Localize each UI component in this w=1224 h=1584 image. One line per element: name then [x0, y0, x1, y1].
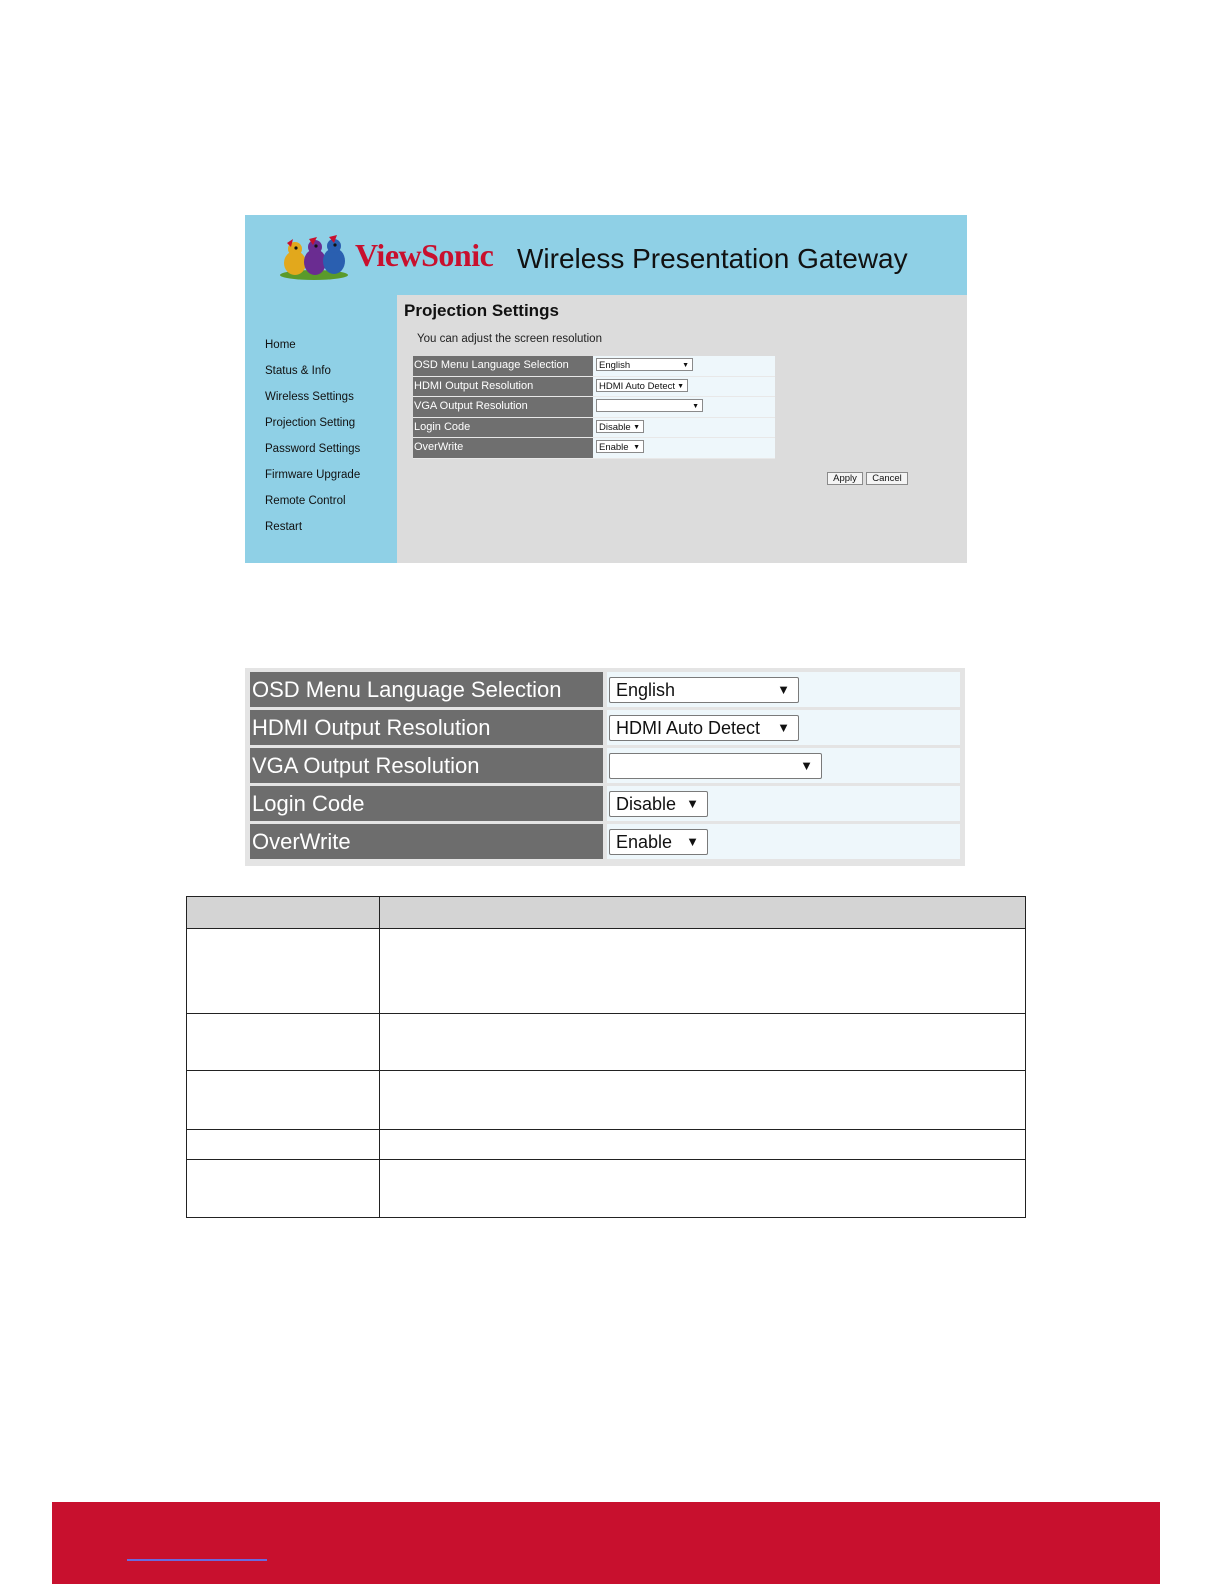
- osd-language-select[interactable]: [596, 358, 693, 371]
- login-code-label: Login Code: [250, 786, 603, 821]
- table-row: [187, 1014, 1026, 1071]
- overwrite-label: OverWrite: [250, 824, 603, 859]
- table-row: [187, 929, 1026, 1014]
- osd-language-value: English: [599, 360, 631, 371]
- chevron-down-icon: ▼: [777, 682, 790, 697]
- table-cell: [380, 1130, 1026, 1160]
- table-header-cell: [380, 897, 1026, 929]
- table-cell: [380, 1014, 1026, 1071]
- chevron-down-icon: ▼: [677, 382, 684, 390]
- hdmi-resolution-select[interactable]: [596, 379, 688, 392]
- table-cell: [187, 929, 380, 1014]
- table-cell: [380, 1071, 1026, 1130]
- table-cell: [187, 1071, 380, 1130]
- table-row: [413, 356, 775, 377]
- chevron-down-icon: ▼: [686, 796, 699, 811]
- osd-language-select[interactable]: [609, 677, 799, 703]
- chevron-down-icon: ▼: [633, 423, 640, 431]
- chevron-down-icon: ▼: [777, 720, 790, 735]
- table-cell: [380, 929, 1026, 1014]
- sidebar: [245, 295, 397, 563]
- hdmi-resolution-value: HDMI Auto Detect: [616, 718, 761, 738]
- chevron-down-icon: ▼: [686, 834, 699, 849]
- osd-language-value: English: [616, 680, 676, 700]
- table-row: [250, 824, 960, 859]
- table-cell: [380, 1160, 1026, 1218]
- hdmi-resolution-label: HDMI Output Resolution: [413, 377, 593, 397]
- overwrite-label: OverWrite: [413, 438, 593, 458]
- footer-link[interactable]: [127, 1559, 267, 1561]
- cancel-button[interactable]: Cancel: [866, 472, 908, 485]
- table-row: [413, 418, 775, 439]
- vga-resolution-label: VGA Output Resolution: [413, 397, 593, 417]
- vga-resolution-cell: [607, 748, 960, 783]
- overwrite-cell: [593, 438, 775, 458]
- product-title: Wireless Presentation Gateway: [517, 243, 908, 274]
- page-description: You can adjust the screen resolution: [417, 333, 602, 345]
- vga-resolution-label: VGA Output Resolution: [250, 748, 603, 783]
- chevron-down-icon: ▼: [692, 403, 699, 410]
- table-row: [413, 438, 775, 459]
- osd-language-cell: [593, 356, 775, 376]
- table-row: [413, 377, 775, 398]
- sidebar-item-status-info[interactable]: Status & Info: [265, 365, 331, 377]
- table-cell: [187, 1160, 380, 1218]
- table-row: [250, 748, 960, 783]
- vga-resolution-select[interactable]: [609, 753, 822, 779]
- chevron-down-icon: ▼: [682, 362, 689, 369]
- sidebar-item-remote-control[interactable]: Remote Control: [265, 495, 346, 507]
- sidebar-item-wireless-settings[interactable]: Wireless Settings: [265, 391, 354, 403]
- table-row: [187, 1071, 1026, 1130]
- login-code-label: Login Code: [413, 418, 593, 438]
- main-panel: [397, 295, 967, 563]
- table-cell: [187, 1130, 380, 1160]
- table-header-cell: [187, 897, 380, 929]
- login-code-cell: [593, 418, 775, 438]
- hdmi-resolution-label: HDMI Output Resolution: [250, 710, 603, 745]
- chevron-down-icon: ▼: [633, 444, 640, 451]
- login-code-select[interactable]: [609, 791, 708, 817]
- sidebar-item-firmware-upgrade[interactable]: Firmware Upgrade: [265, 469, 361, 481]
- login-code-value: Disable: [616, 794, 677, 814]
- settings-table: [413, 356, 775, 459]
- login-code-value: Disable: [599, 421, 631, 433]
- table-row: [250, 672, 960, 707]
- overwrite-value: Enable: [599, 442, 629, 453]
- osd-language-label: OSD Menu Language Selection: [413, 356, 593, 376]
- overwrite-cell: [607, 824, 960, 859]
- sidebar-item-home[interactable]: Home: [265, 339, 296, 351]
- overwrite-select[interactable]: [596, 440, 644, 453]
- sidebar-item-projection-setting[interactable]: Projection Setting: [265, 417, 356, 429]
- vga-resolution-select[interactable]: [596, 399, 703, 412]
- vga-resolution-cell: [593, 397, 775, 417]
- osd-language-label: OSD Menu Language Selection: [250, 672, 603, 707]
- table-row: [187, 1160, 1026, 1218]
- sidebar-item-restart[interactable]: Restart: [265, 521, 303, 533]
- overwrite-select[interactable]: [609, 829, 708, 855]
- ui-header: [245, 215, 967, 295]
- hdmi-resolution-cell: [607, 710, 960, 745]
- page-footer: [52, 1502, 1160, 1584]
- login-code-cell: [607, 786, 960, 821]
- table-row: [413, 397, 775, 418]
- apply-button[interactable]: Apply: [827, 472, 863, 485]
- page-title: Projection Settings: [404, 301, 559, 320]
- web-ui-screenshot: [245, 215, 967, 563]
- chevron-down-icon: ▼: [800, 758, 813, 773]
- table-cell: [187, 1014, 380, 1071]
- login-code-select[interactable]: [596, 420, 644, 433]
- birds-logo-icon: [279, 229, 349, 281]
- osd-language-cell: [607, 672, 960, 707]
- brand-name: ViewSonic: [355, 237, 494, 273]
- zoomed-settings-table: [245, 668, 965, 866]
- table-header-row: [187, 897, 1026, 929]
- description-table: [186, 896, 1026, 1218]
- hdmi-resolution-value: HDMI Auto Detect: [599, 380, 676, 392]
- table-row: [187, 1130, 1026, 1160]
- sidebar-item-password-settings[interactable]: Password Settings: [265, 443, 361, 455]
- hdmi-resolution-select[interactable]: [609, 715, 799, 741]
- table-row: [250, 710, 960, 745]
- table-row: [250, 786, 960, 821]
- overwrite-value: Enable: [616, 832, 673, 852]
- hdmi-resolution-cell: [593, 377, 775, 397]
